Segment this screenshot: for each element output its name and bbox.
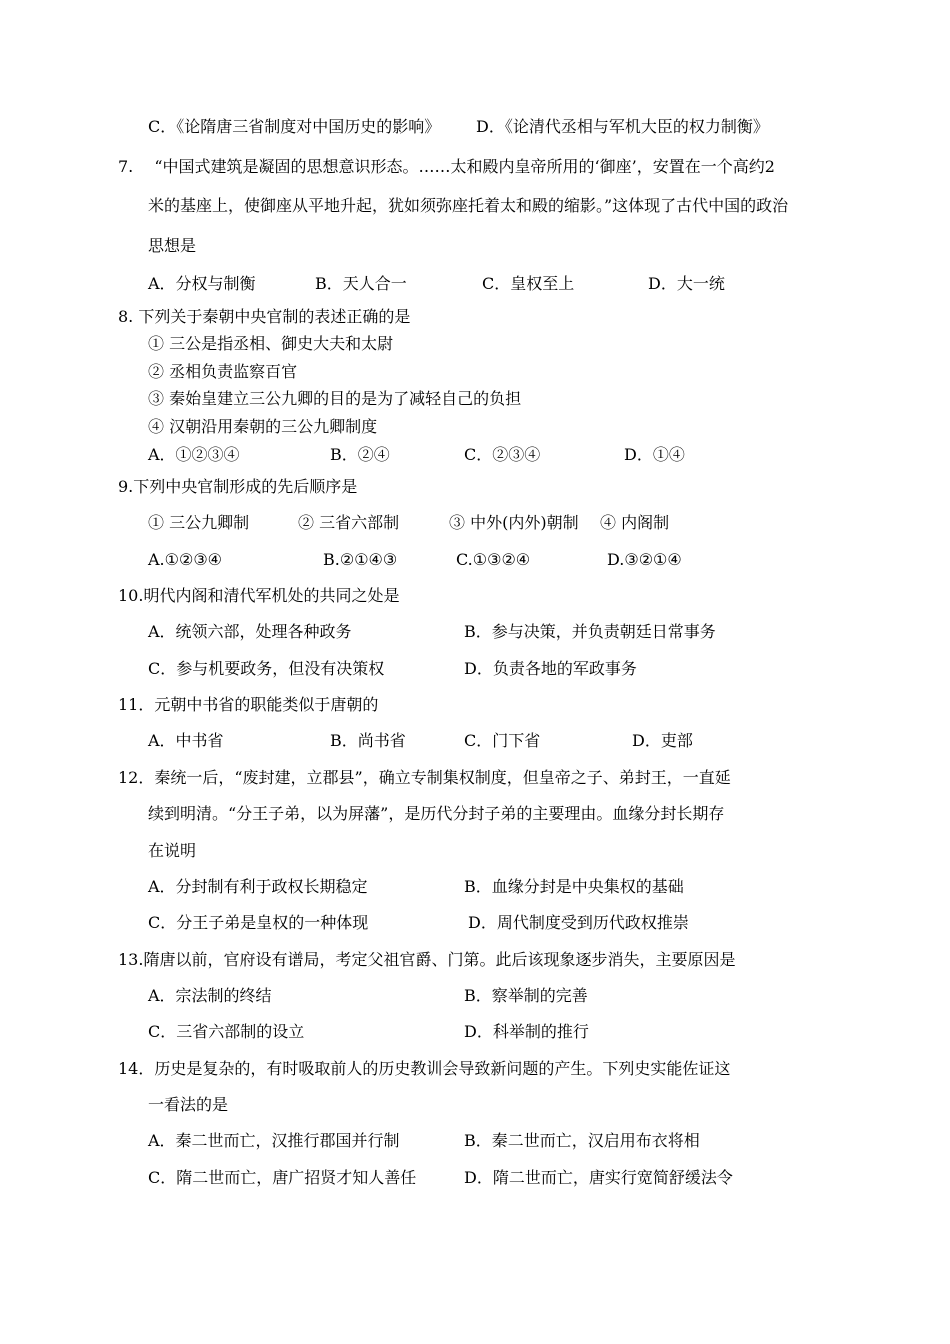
q7-option-b: B．天人合一 [315, 274, 407, 293]
q8-option-d: D．①④ [624, 445, 685, 464]
q9-option-b: B.②①④③ [323, 550, 398, 569]
q13-option-d: D．科举制的推行 [464, 1022, 589, 1041]
q14-option-d: D．隋二世而亡，唐实行宽简舒缓法令 [464, 1168, 733, 1187]
q14-stem-line1: 14．历史是复杂的，有时吸取前人的历史教训会导致新问题的产生。下列史实能佐证这 [118, 1059, 731, 1078]
q9-item-3: ③ 中外(内外)朝制 [449, 513, 579, 532]
q8-stem: 8. 下列关于秦朝中央官制的表述正确的是 [118, 307, 411, 326]
q11-option-c: C．门下省 [464, 731, 541, 750]
q11-option-b: B．尚书省 [330, 731, 406, 750]
q13-stem: 13.隋唐以前，官府设有谱局，考定父祖官爵、门第。此后该现象逐步消失，主要原因是 [118, 950, 736, 969]
q14-option-c: C．隋二世而亡，唐广招贤才知人善任 [148, 1168, 417, 1187]
q12-option-d: D．周代制度受到历代政权推崇 [468, 913, 689, 932]
q12-option-b: B．血缘分封是中央集权的基础 [464, 877, 684, 896]
q13-option-b: B．察举制的完善 [464, 986, 588, 1005]
q8-option-a: A．①②③④ [148, 445, 240, 464]
q7-stem-line3: 思想是 [148, 236, 197, 255]
q7-option-d: D．大一统 [648, 274, 725, 293]
q8-statement-3: ③ 秦始皇建立三公九卿的目的是为了减轻自己的负担 [148, 389, 522, 408]
q12-option-a: A．分封制有利于政权长期稳定 [148, 877, 368, 896]
q6-option-c: C．《论隋唐三省制度对中国历史的影响》 [148, 117, 441, 136]
q13-option-a: A．宗法制的终结 [148, 986, 272, 1005]
q6-option-d: D．《论清代丞相与军机大臣的权力制衡》 [476, 117, 769, 136]
q11-stem: 11．元朝中书省的职能类似于唐朝的 [118, 695, 379, 714]
q12-stem-line3: 在说明 [148, 841, 197, 860]
q8-statement-2: ② 丞相负责监察百官 [148, 362, 298, 381]
q8-statement-1: ① 三公是指丞相、御史大夫和太尉 [148, 334, 394, 353]
q9-option-c: C.①③②④ [456, 550, 531, 569]
q8-option-c: C．②③④ [464, 445, 541, 464]
q14-option-b: B．秦二世而亡，汉启用布衣将相 [464, 1131, 700, 1150]
q12-option-c: C．分王子弟是皇权的一种体现 [148, 913, 369, 932]
q10-option-d: D．负责各地的军政事务 [464, 659, 637, 678]
q7-stem-line1: 7. “中国式建筑是凝固的思想意识形态。……太和殿内皇帝所用的‘御座’，安置在一个高约2 [118, 157, 775, 176]
q9-stem: 9.下列中央官制形成的先后顺序是 [118, 477, 358, 496]
q12-stem-line2: 续到明清。“分王子弟，以为屏藩”，是历代分封子弟的主要理由。血缘分封长期存 [148, 804, 725, 823]
q9-option-a: A.①②③④ [148, 550, 223, 569]
q13-option-c: C．三省六部制的设立 [148, 1022, 305, 1041]
q11-option-a: A．中书省 [148, 731, 224, 750]
q7-option-c: C．皇权至上 [482, 274, 575, 293]
q10-stem: 10.明代内阁和清代军机处的共同之处是 [118, 586, 400, 605]
q10-option-a: A．统领六部，处理各种政务 [148, 622, 352, 641]
q9-item-1: ① 三公九卿制 [148, 513, 250, 532]
q14-stem-line2: 一看法的是 [148, 1095, 229, 1114]
q12-stem-line1: 12．秦统一后，“废封建，立郡县”，确立专制集权制度，但皇帝之子、弟封王，一直延 [118, 768, 731, 787]
q10-option-c: C．参与机要政务，但没有决策权 [148, 659, 385, 678]
q11-option-d: D．吏部 [632, 731, 693, 750]
q7-option-a: A．分权与制衡 [148, 274, 256, 293]
q10-option-b: B．参与决策，并负责朝廷日常事务 [464, 622, 716, 641]
q8-option-b: B．②④ [330, 445, 390, 464]
q9-item-4: ④ 内阁制 [600, 513, 670, 532]
q9-item-2: ② 三省六部制 [298, 513, 400, 532]
q8-statement-4: ④ 汉朝沿用秦朝的三公九卿制度 [148, 417, 378, 436]
q7-stem-line2: 米的基座上，使御座从平地升起，犹如须弥座托着太和殿的缩影。”这体现了古代中国的政治 [148, 196, 789, 215]
q9-option-d: D.③②①④ [607, 550, 682, 569]
q14-option-a: A．秦二世而亡，汉推行郡国并行制 [148, 1131, 400, 1150]
